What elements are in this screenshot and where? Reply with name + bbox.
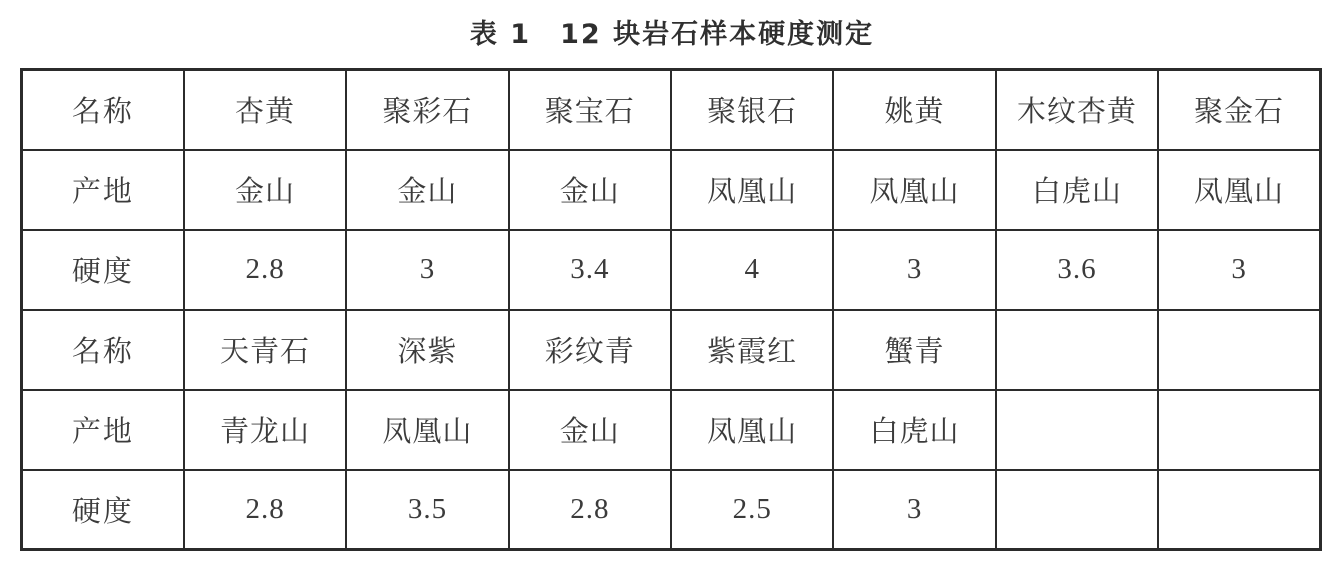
table-cell: 3 (833, 470, 995, 550)
table-cell: 3 (1158, 230, 1320, 310)
table-row (22, 390, 1321, 470)
table-cell: 3.4 (509, 230, 671, 310)
table-cell: 白虎山 (833, 390, 995, 470)
table-row (22, 230, 1321, 310)
table-row (22, 70, 1321, 150)
table-cell: 天青石 (184, 310, 346, 390)
table-cell: 金山 (509, 390, 671, 470)
table-cell: 杏黄 (184, 70, 346, 150)
table-cell: 2.8 (184, 230, 346, 310)
row-label: 产地 (22, 150, 184, 230)
table-cell (996, 310, 1158, 390)
hardness-table (20, 68, 1322, 551)
table-cell: 凤凰山 (671, 390, 833, 470)
table-cell: 聚银石 (671, 70, 833, 150)
table-row (22, 150, 1321, 230)
table-cell: 深紫 (346, 310, 508, 390)
table-cell: 4 (671, 230, 833, 310)
table-cell: 姚黄 (833, 70, 995, 150)
table-cell: 聚彩石 (346, 70, 508, 150)
table-cell: 凤凰山 (346, 390, 508, 470)
table-cell: 2.8 (509, 470, 671, 550)
table-cell (996, 390, 1158, 470)
table-cell: 3.6 (996, 230, 1158, 310)
table-cell: 3.5 (346, 470, 508, 550)
table-cell: 白虎山 (996, 150, 1158, 230)
row-label: 硬度 (22, 470, 184, 550)
table-cell: 金山 (184, 150, 346, 230)
table-row (22, 310, 1321, 390)
row-label: 硬度 (22, 230, 184, 310)
table-cell: 凤凰山 (833, 150, 995, 230)
table-cell: 2.8 (184, 470, 346, 550)
table-cell: 金山 (509, 150, 671, 230)
table-cell: 凤凰山 (671, 150, 833, 230)
table-cell: 金山 (346, 150, 508, 230)
table-row (22, 470, 1321, 550)
table-cell: 3 (346, 230, 508, 310)
table-cell: 青龙山 (184, 390, 346, 470)
table-cell (996, 470, 1158, 550)
table-cell: 聚宝石 (509, 70, 671, 150)
table-cell: 木纹杏黄 (996, 70, 1158, 150)
table-cell (1158, 390, 1320, 470)
table-cell: 彩纹青 (509, 310, 671, 390)
table-cell: 蟹青 (833, 310, 995, 390)
row-label: 名称 (22, 70, 184, 150)
table-caption: 表 1 12 块岩石样本硬度测定 (469, 19, 875, 50)
row-label: 产地 (22, 390, 184, 470)
table-cell: 聚金石 (1158, 70, 1320, 150)
table-cell: 凤凰山 (1158, 150, 1320, 230)
table-cell: 2.5 (671, 470, 833, 550)
table-cell: 3 (833, 230, 995, 310)
table-cell (1158, 310, 1320, 390)
row-label: 名称 (22, 310, 184, 390)
table-cell (1158, 470, 1320, 550)
table-cell: 紫霞红 (671, 310, 833, 390)
